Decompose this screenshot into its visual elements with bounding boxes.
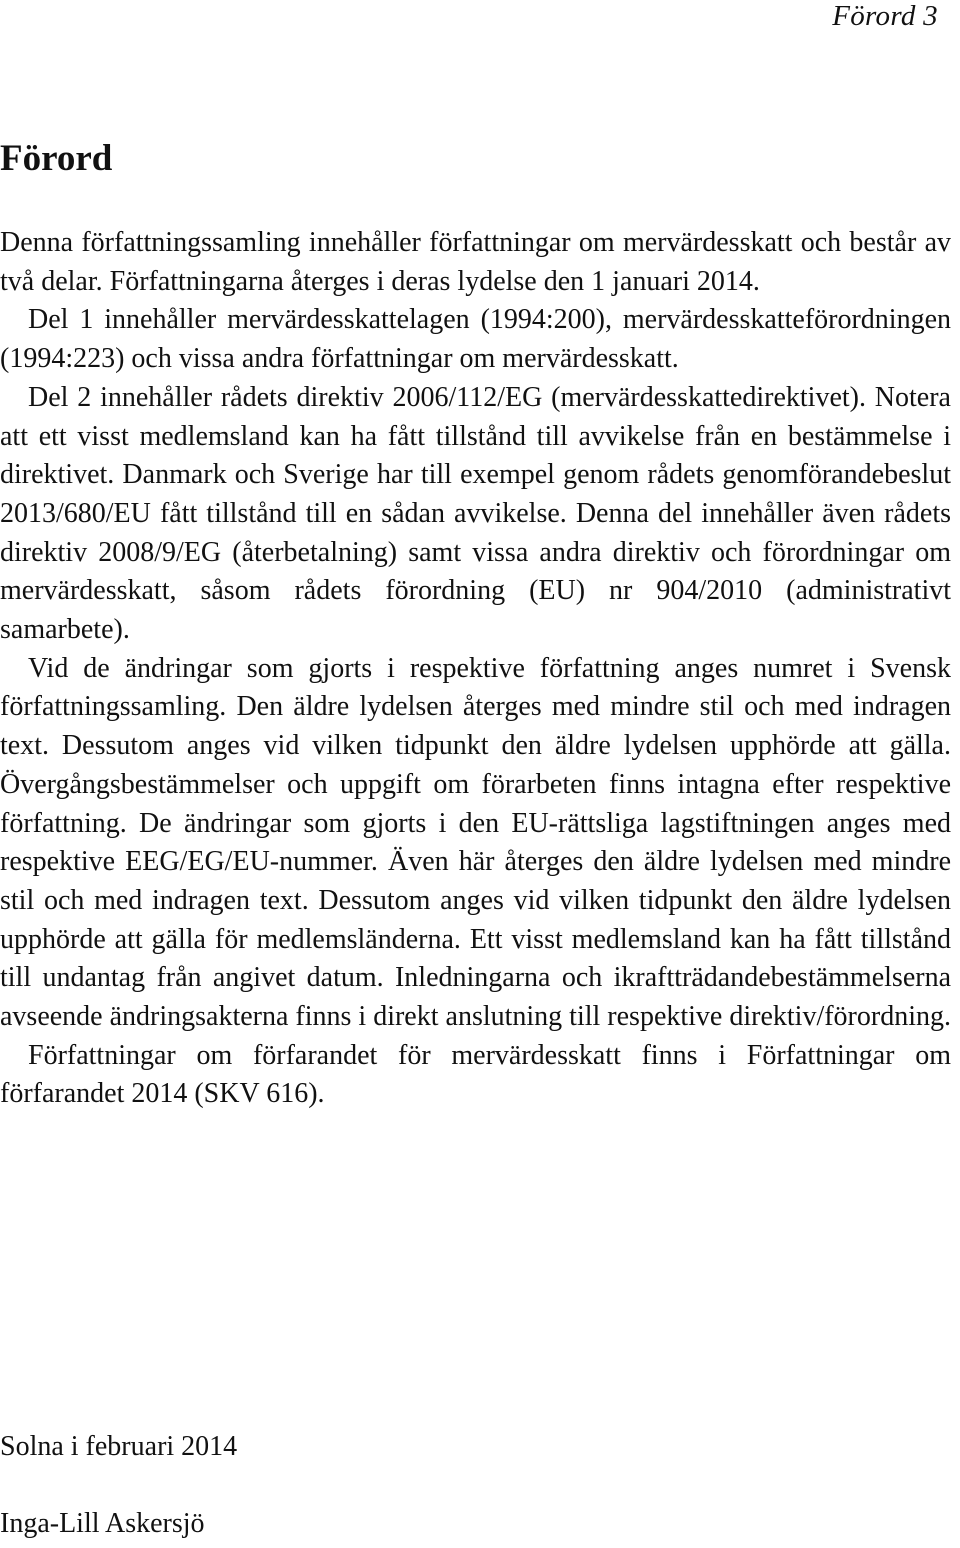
running-header: Förord 3 bbox=[832, 0, 938, 32]
paragraph-intro: Denna författningssamling innehåller författningar om mervärdesskatt och består av två delar. Författningarna återges i deras lydelse den 1 januari 2014. bbox=[0, 227, 951, 297]
paragraph-amendments: Vid de ändringar som gjorts i respektive författning anges numret i Svensk författningssamling. Den äldre lydelsen återges med mindre stil och med indragen text. Dessutom anges vid vilken tidpunkt den äldre lydelsen upphörde att gälla. Övergångsbestämmelser och uppgift om förarbeten finns intagna efter respektive författning. De ändringar som gjorts i den EU-rättsliga lagstiftningen anges med respektive EEG/EG/EU-nummer. Även här återges den äldre lydelsen med mindre stil och med indragen text. Dessutom anges vid vilken tidpunkt den äldre lydelsen upphörde att gälla för medlemsländerna. Ett visst medlemsland kan ha fått tillstånd till undantag från angivet datum. Inledningarna och ikraftträdandebestämmelserna avseende ändringsakterna finns i direkt anslutning till respektive direktiv/förordning. bbox=[0, 652, 951, 1033]
body-text bbox=[0, 224, 951, 1114]
paragraph-procedure: Författningar om förfarandet för mervärdesskatt finns i Författningar om förfarandet 2014 (SKV 616). bbox=[0, 1039, 951, 1110]
paragraph-part-1: Del 1 innehåller mervärdesskattelagen (1994:200), mervärdesskatteförordningen (1994:223) och vissa andra författningar om mervärdesskatt. bbox=[0, 304, 951, 375]
signature: Inga-Lill Askersjö bbox=[0, 1508, 205, 1539]
page-title: Förord bbox=[0, 138, 113, 179]
place-date: Solna i februari 2014 bbox=[0, 1431, 238, 1462]
paragraph-part-2: Del 2 innehåller rådets direktiv 2006/112/EG (mervärdesskattedirektivet). Notera att ett visst medlemsland kan ha fått tillstånd till avvikelse från en bestämmelse i direktivet. Danmark och Sverige har till exempel genom rådets genomförandebeslut 2013/680/EU fått tillstånd till en sådan avvikelse. Denna del innehåller även rådets direktiv 2008/9/EG (återbetalning) samt vissa andra direktiv och förordningar om mervärdesskatt, såsom rådets förordning (EU) nr 904/2010 (administrativt samarbete). bbox=[0, 381, 951, 646]
